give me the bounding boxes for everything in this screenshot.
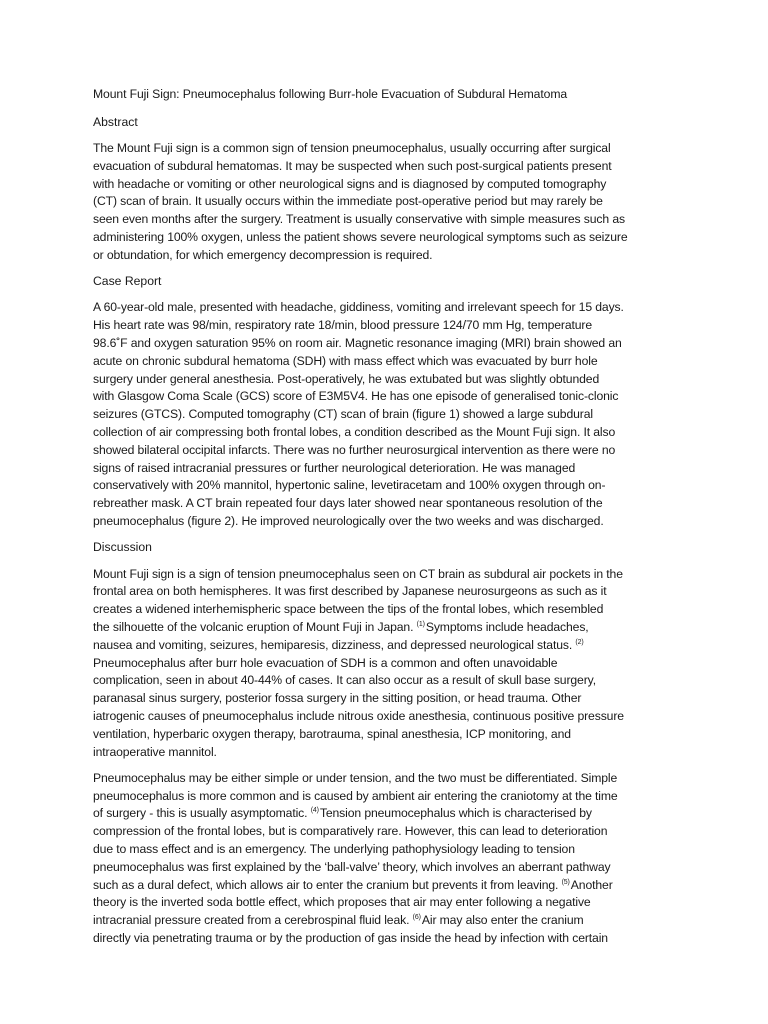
text-line: directly via penetrating trauma or by the production of gas inside the head by infection with certain xyxy=(93,931,608,946)
text-line: rebreather mask. A CT brain repeated four days later showed near spontaneous resolution of the xyxy=(93,496,603,511)
section-heading: Discussion xyxy=(93,540,152,555)
text-line: paranasal sinus surgery, posterior fossa surgery in the sitting position, or head trauma. Other xyxy=(93,691,582,706)
document-title: Mount Fuji Sign: Pneumocephalus following Burr-hole Evacuation of Subdural Hematoma xyxy=(93,87,568,101)
paragraph xyxy=(93,566,682,762)
text-line: theory is the inverted soda bottle effect, which proposes that air may enter following a negative xyxy=(93,895,591,910)
text-line: intracranial pressure created from a cerebrospinal fluid leak. $^{(6)}$Air may also enter the cranium xyxy=(93,913,584,928)
paragraph xyxy=(93,299,682,530)
text-line: 98.6˚F and oxygen saturation 95% on room air. Magnetic resonance imaging (MRI) brain showed an xyxy=(93,336,622,351)
text-line: Pneumocephalus may be either simple or under tension, and the two must be differentiated. Simple xyxy=(93,770,618,785)
text-line: pneumocephalus was first explained by the ‘ball-valve’ theory, which involves an aberrant pathway xyxy=(93,859,611,874)
paragraph xyxy=(93,770,682,948)
text-line: administering 100% oxygen, unless the patient shows severe neurological symptoms such as seizure xyxy=(93,230,628,245)
text-line: intraoperative mannitol. xyxy=(93,744,217,759)
text-line: surgery under general anesthesia. Post-operatively, he was extubated but was slightly obtunded xyxy=(93,371,600,386)
text-line: Pneumocephalus after burr hole evacuation of SDH is a common and often unavoidable xyxy=(93,655,558,670)
text-line: iatrogenic causes of pneumocephalus include nitrous oxide anesthesia, continuous positive pressure xyxy=(93,709,624,723)
citation-marker: (5) xyxy=(561,878,570,886)
text-line: evacuation of subdural hematomas. It may be suspected when such post-surgical patients present xyxy=(93,158,612,173)
text-line: seizures (GTCS). Computed tomography (CT) scan of brain (figure 1) showed a large subdural xyxy=(93,407,593,422)
text-line: such as a dural defect, which allows air to enter the cranium but prevents it from leaving. $^{(5)}$Another xyxy=(93,877,613,892)
text-line: pneumocephalus is more common and is caused by ambient air entering the craniotomy at the time xyxy=(93,788,618,803)
citation-marker: (6) xyxy=(412,914,421,922)
text-line: nausea and vomiting, seizures, hemiparesis, dizziness, and depressed neurological status. $^{(2)}$ xyxy=(93,637,584,652)
text-line: collection of air compressing both frontal lobes, a condition described as the Mount Fuji sign. It also xyxy=(93,425,616,440)
text-line: signs of raised intracranial pressures or further neurological deterioration. He was managed xyxy=(93,460,576,475)
text-line: due to mass effect and is an emergency. The underlying pathophysiology leading to tension xyxy=(93,842,575,857)
citation-marker: (4) xyxy=(310,807,319,815)
citation-marker: (2) xyxy=(575,638,584,646)
document-body xyxy=(93,114,682,948)
text-line: A 60-year-old male, presented with headache, giddiness, vomiting and irrelevant speech for 15 days. xyxy=(93,300,624,315)
text-line: creates a widened interhemispheric space between the tips of the frontal lobes, which resembled xyxy=(93,602,604,617)
text-line: seen even months after the surgery. Treatment is usually conservative with simple measures such as xyxy=(93,212,625,227)
text-line: compression of the frontal lobes, but is comparatively rare. However, this can lead to deterioration xyxy=(93,824,608,839)
text-line: His heart rate was 98/min, respiratory rate 18/min, blood pressure 124/70 mm Hg, temperature xyxy=(93,318,593,333)
text-line: acute on chronic subdural hematoma (SDH) with mass effect which was evacuated by burr hole xyxy=(93,353,598,368)
citation-marker: (1) xyxy=(416,621,425,629)
text-line: conservatively with 20% mannitol, hypertonic saline, levetiracetam and 100% oxygen through on- xyxy=(93,478,606,493)
paragraph xyxy=(93,140,682,265)
text-line: the silhouette of the volcanic eruption of Mount Fuji in Japan. $^{(1)}$Symptoms include headaches, xyxy=(93,620,589,635)
text-line: Mount Fuji sign is a sign of tension pneumocephalus seen on CT brain as subdural air pockets in the xyxy=(93,566,623,581)
text-line: showed bilateral occipital infarcts. There was no further neurosurgical intervention as there were no xyxy=(93,442,616,457)
text-line: of surgery - this is usually asymptomatic. $^{(4)}$Tension pneumocephalus which is characterised by xyxy=(93,806,592,821)
text-line: frontal area on both hemispheres. It was first described by Japanese neurosurgeons as such as it xyxy=(93,584,607,599)
text-line: with headache or vomiting or other neurological signs and is diagnosed by computed tomography xyxy=(93,176,607,191)
text-line: pneumocephalus (figure 2). He improved neurologically over the two weeks and was discharged. xyxy=(93,514,604,529)
section-heading: Case Report xyxy=(93,274,162,289)
text-line: The Mount Fuji sign is a common sign of tension pneumocephalus, usually occurring after surgical xyxy=(93,141,611,156)
section-heading: Abstract xyxy=(93,114,138,129)
text-line: or obtundation, for which emergency decompression is required. xyxy=(93,247,433,262)
text-line: with Glasgow Coma Scale (GCS) score of E3M5V4. He has one episode of generalised tonic-clonic xyxy=(93,389,619,404)
text-line: ventilation, hyperbaric oxygen therapy, barotrauma, spinal anesthesia, ICP monitoring, and xyxy=(93,726,571,741)
text-line: complication, seen in about 40-44% of cases. It can also occur as a result of skull base surgery, xyxy=(93,673,596,688)
text-line: (CT) scan of brain. It usually occurs within the immediate post-operative period but may rarely be xyxy=(93,194,603,209)
